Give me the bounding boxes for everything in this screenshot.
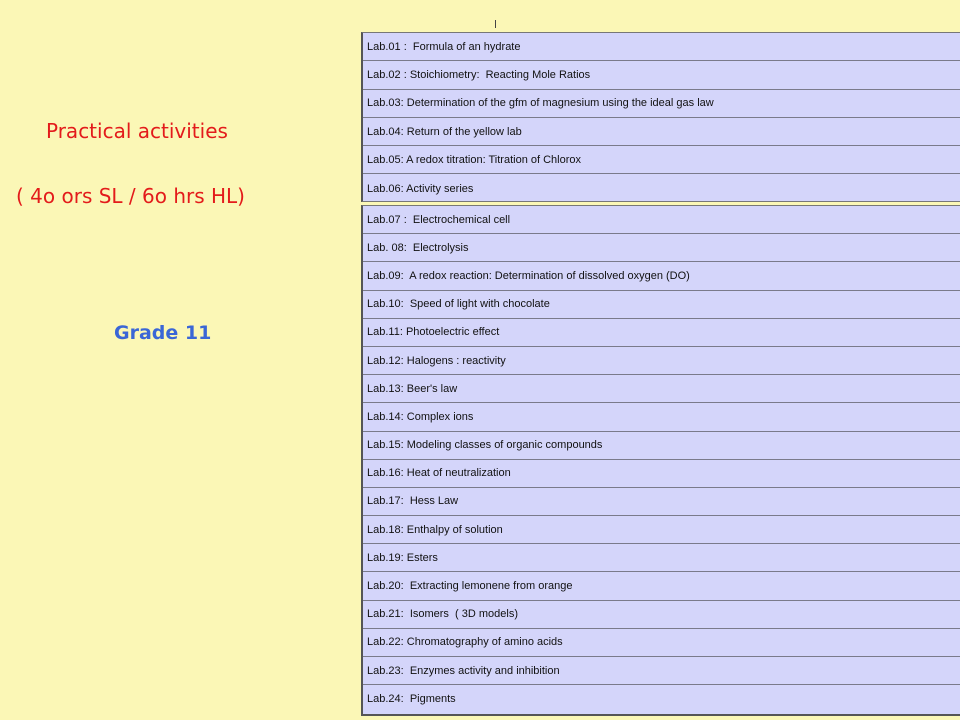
- table-row: Lab.23: Enzymes activity and inhibition: [363, 657, 960, 685]
- labs-table-2: [361, 205, 960, 716]
- table-row: Lab.10: Speed of light with chocolate: [363, 291, 960, 319]
- table-row: Lab.18: Enthalpy of solution: [363, 516, 960, 544]
- table-row: Lab.22: Chromatography of amino acids: [363, 629, 960, 657]
- table-row: Lab.19: Esters: [363, 544, 960, 572]
- table-row: Lab.11: Photoelectric effect: [363, 319, 960, 347]
- page-title: Practical activities: [46, 119, 228, 143]
- table-row: Lab.06: Activity series: [367, 182, 474, 195]
- table-row: Lab.24: Pigments: [367, 693, 456, 706]
- grade-label: Grade 11: [114, 322, 212, 344]
- table-row: Lab.16: Heat of neutralization: [363, 460, 960, 488]
- table-row: Lab. 08: Electrolysis: [363, 234, 960, 262]
- table-row: Lab.17: Hess Law: [363, 488, 960, 516]
- hours-subtitle: ( 4o ors SL / 6o hrs HL): [16, 184, 245, 208]
- table-row: Lab.13: Beer's law: [363, 375, 960, 403]
- table-row: Lab.01 : Formula of an hydrate: [363, 33, 960, 61]
- table-row: Lab.20: Extracting lemonene from orange: [363, 572, 960, 600]
- table-row: Lab.14: Complex ions: [363, 403, 960, 431]
- table-row: Lab.15: Modeling classes of organic compounds: [363, 432, 960, 460]
- table-row: Lab.05: A redox titration: Titration of Chlorox: [363, 146, 960, 174]
- table-row: Lab.07 : Electrochemical cell: [363, 206, 960, 234]
- divider-mark: [495, 20, 496, 28]
- table-row: Lab.12: Halogens : reactivity: [363, 347, 960, 375]
- table-row: Lab.21: Isomers ( 3D models): [363, 601, 960, 629]
- table-row: Lab.04: Return of the yellow lab: [363, 118, 960, 146]
- labs-table-1: [361, 32, 960, 202]
- table-row: Lab.02 : Stoichiometry: Reacting Mole Ratios: [363, 61, 960, 89]
- table-row: Lab.09: A redox reaction: Determination of dissolved oxygen (DO): [363, 262, 960, 290]
- table-row: Lab.03: Determination of the gfm of magnesium using the ideal gas law: [363, 90, 960, 118]
